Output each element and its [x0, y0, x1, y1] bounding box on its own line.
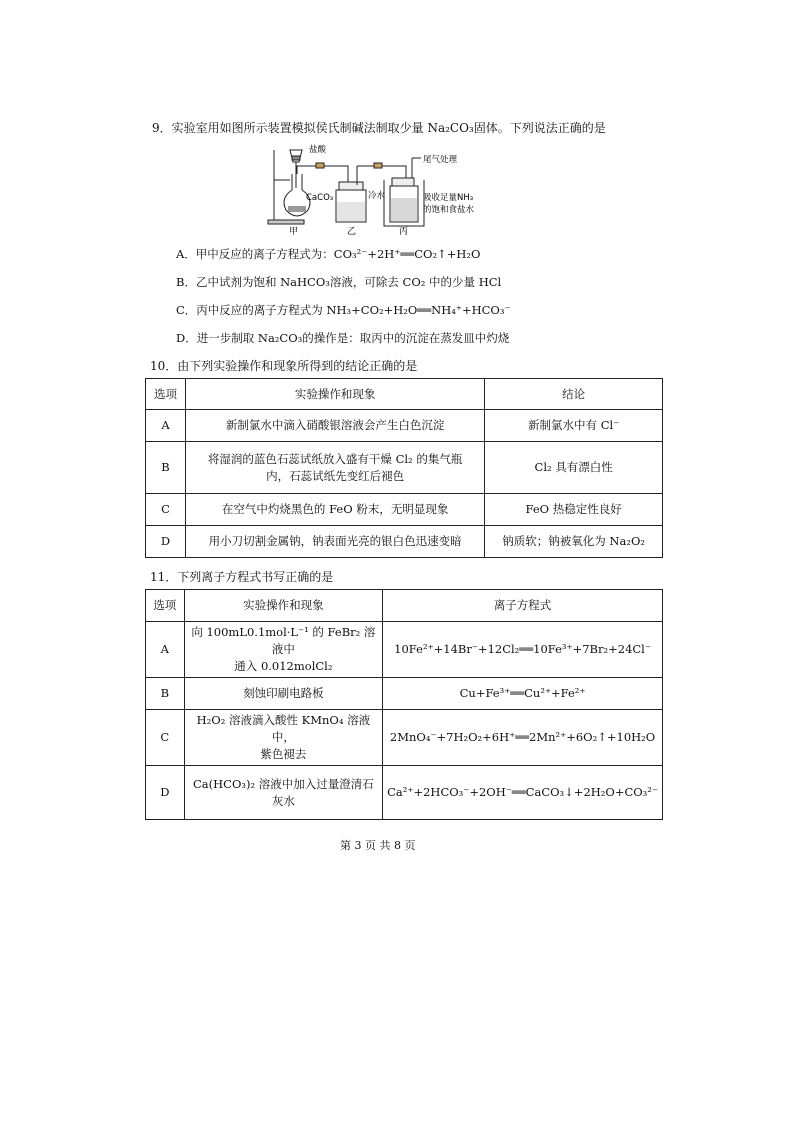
operation-line: 用小刀切割金属钠，钠表面光亮的银白色迅速变暗	[208, 534, 462, 548]
row-conclusion: FeO 热稳定性良好	[485, 494, 663, 526]
apparatus-figure	[266, 140, 491, 235]
row-option: C	[146, 710, 185, 766]
row-equation: 2MnO₄⁻+7H₂O₂+6H⁺══2Mn²⁺+6O₂↑+10H₂O	[383, 710, 663, 766]
header-option: 选项	[146, 590, 185, 622]
label-hcl: 盐酸	[309, 145, 327, 155]
label-cold-water: 冷水	[368, 191, 386, 201]
row-operation	[184, 678, 382, 710]
row-operation	[184, 766, 382, 820]
table-row	[146, 410, 663, 442]
header-operation: 实验操作和现象	[184, 590, 382, 622]
row-operation	[185, 526, 484, 558]
row-operation	[185, 410, 484, 442]
label-caco3: CaCO₃	[306, 193, 334, 203]
apparatus-diagram	[266, 140, 491, 235]
operation-line: 刻蚀印刷电路板	[243, 686, 324, 700]
operation-line: Ca(HCO₃)₂ 溶液中加入过量澄清石	[193, 776, 374, 791]
label-yi: 乙	[347, 227, 357, 235]
operation-line: 新制氯水中滴入硝酸银溶液会产生白色沉淀	[225, 418, 445, 432]
row-option: B	[146, 678, 185, 710]
row-option: C	[146, 494, 186, 526]
label-tail-gas: 尾气处理	[423, 155, 458, 165]
table-row	[146, 442, 663, 494]
q9-option-b: B．乙中试剂为饱和 NaHCO₃溶液，可除去 CO₂ 中的少量 HCl	[176, 275, 502, 289]
row-option: A	[146, 410, 186, 442]
row-operation	[185, 442, 484, 494]
row-equation: Ca²⁺+2HCO₃⁻+2OH⁻══CaCO₃↓+2H₂O+CO₃²⁻	[383, 766, 663, 820]
operation-line: 内，石蕊试纸先变红后褪色	[266, 468, 405, 483]
q9-option-d: D．进一步制取 Na₂CO₃的操作是：取丙中的沉淀在蒸发皿中灼烧	[176, 331, 510, 345]
label-absorb-2: 的饱和食盐水	[423, 205, 475, 215]
row-equation: Cu+Fe³⁺══Cu²⁺+Fe²⁺	[383, 678, 663, 710]
row-option: D	[146, 766, 185, 820]
header-operation: 实验操作和现象	[185, 379, 484, 410]
table-row	[146, 766, 663, 820]
operation-line: 在空气中灼烧黑色的 FeO 粉末，无明显现象	[221, 502, 449, 516]
q9-title: 9．实验室用如图所示装置模拟侯氏制碱法制取少量 Na₂CO₃固体。下列说法正确的是	[152, 121, 606, 135]
table-row	[146, 494, 663, 526]
operation-line: 灰水	[271, 793, 295, 808]
row-conclusion: 新制氯水中有 Cl⁻	[485, 410, 663, 442]
row-option: B	[146, 442, 186, 494]
q10-title: 10．由下列实验操作和现象所得到的结论正确的是	[150, 359, 418, 373]
operation-line: H₂O₂ 溶液滴入酸性 KMnO₄ 溶液中，	[196, 713, 371, 744]
q10-table	[145, 378, 663, 558]
row-operation	[184, 622, 382, 678]
row-operation	[184, 710, 382, 766]
table-header-row	[146, 379, 663, 410]
q9-option-c: C．丙中反应的离子方程式为 NH₃+CO₂+H₂O══NH₄⁺+HCO₃⁻	[176, 303, 511, 317]
row-conclusion: Cl₂ 具有漂白性	[485, 442, 663, 494]
page-footer: 第 3 页 共 8 页	[340, 839, 416, 852]
header-conclusion: 结论	[485, 379, 663, 410]
table-header-row	[146, 590, 663, 622]
row-option: A	[146, 622, 185, 678]
operation-line: 紫色褪去	[260, 747, 307, 761]
row-operation	[185, 494, 484, 526]
row-option: D	[146, 526, 186, 558]
operation-line: 向 100mL0.1mol·L⁻¹ 的 FeBr₂ 溶液中	[191, 625, 376, 656]
table-row	[146, 710, 663, 766]
header-equation: 离子方程式	[383, 590, 663, 622]
q11-title: 11．下列离子方程式书写正确的是	[150, 570, 334, 584]
label-bing: 丙	[399, 227, 409, 235]
label-absorb-1: 吸收足量NH₃	[423, 193, 474, 203]
operation-line: 将湿润的蓝色石蕊试纸放入盛有干燥 Cl₂ 的集气瓶	[207, 451, 463, 466]
q11-table	[145, 589, 663, 820]
table-row	[146, 622, 663, 678]
q9-option-a: A．甲中反应的离子方程式为：CO₃²⁻+2H⁺══CO₂↑+H₂O	[176, 247, 481, 261]
row-conclusion: 钠质软；钠被氧化为 Na₂O₂	[485, 526, 663, 558]
table-row	[146, 678, 663, 710]
header-option: 选项	[146, 379, 186, 410]
row-equation: 10Fe²⁺+14Br⁻+12Cl₂══10Fe³⁺+7Br₂+24Cl⁻	[383, 622, 663, 678]
table-row	[146, 526, 663, 558]
operation-line: 通入 0.012molCl₂	[234, 659, 333, 673]
label-jia: 甲	[289, 227, 299, 235]
